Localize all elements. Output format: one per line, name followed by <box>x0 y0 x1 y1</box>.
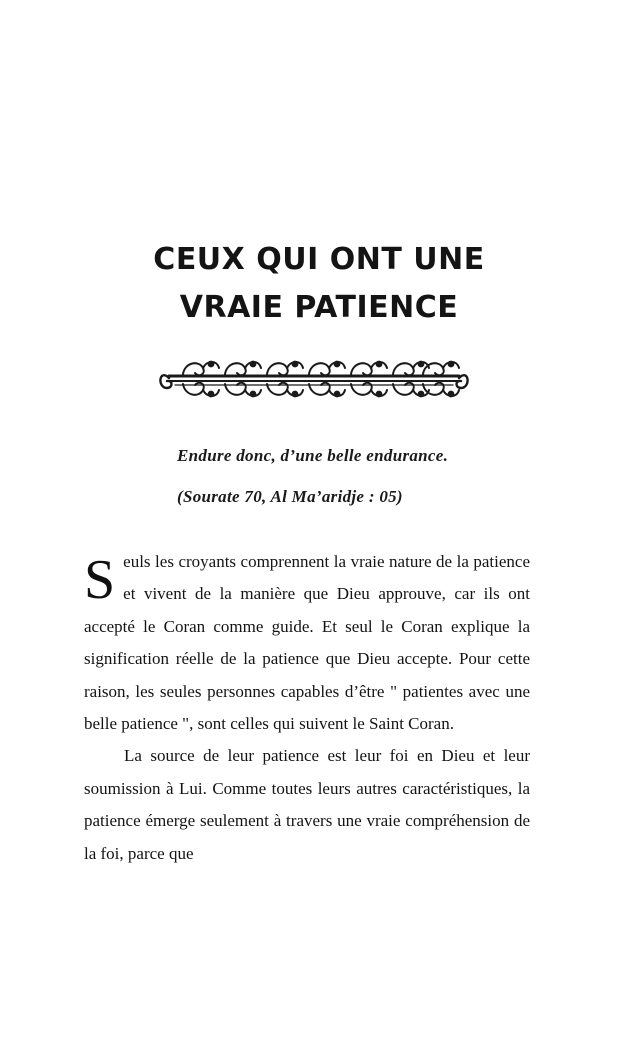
epigraph-quote: Endure donc, d’une belle endurance. <box>177 446 449 465</box>
paragraph-1 <box>84 546 530 740</box>
paragraph-2: La source de leur patience est leur foi en Dieu et leur soumission à Lui. Comme toutes leurs autres caractéristiques, la patience émerge seulement à travers une vraie compréhension de la foi, parce que <box>84 746 530 863</box>
drop-cap: S <box>84 549 116 611</box>
chapter-title <box>0 236 638 332</box>
scroll-ornament-divider-icon <box>155 354 473 402</box>
epigraph-reference: (Sourate 70, Al Ma’aridje : 05) <box>177 487 403 506</box>
paragraph-1-text: euls les croyants comprennent la vraie nature de la patience et vivent de la manière que Dieu approuve, car ils ont accepté le Coran comme guide. Et seul le Coran explique la signification réelle de la patience que Dieu accepte. Pour cette raison, les seules personnes capables d’être " patientes avec une belle patience ", sont celles qui suivent le Saint Coran. <box>84 552 530 734</box>
chapter-title-line-1: CEUX QUI ONT UNE <box>153 242 485 277</box>
chapter-title-line-2: VRAIE PATIENCE <box>179 290 459 325</box>
body-text <box>84 546 530 870</box>
